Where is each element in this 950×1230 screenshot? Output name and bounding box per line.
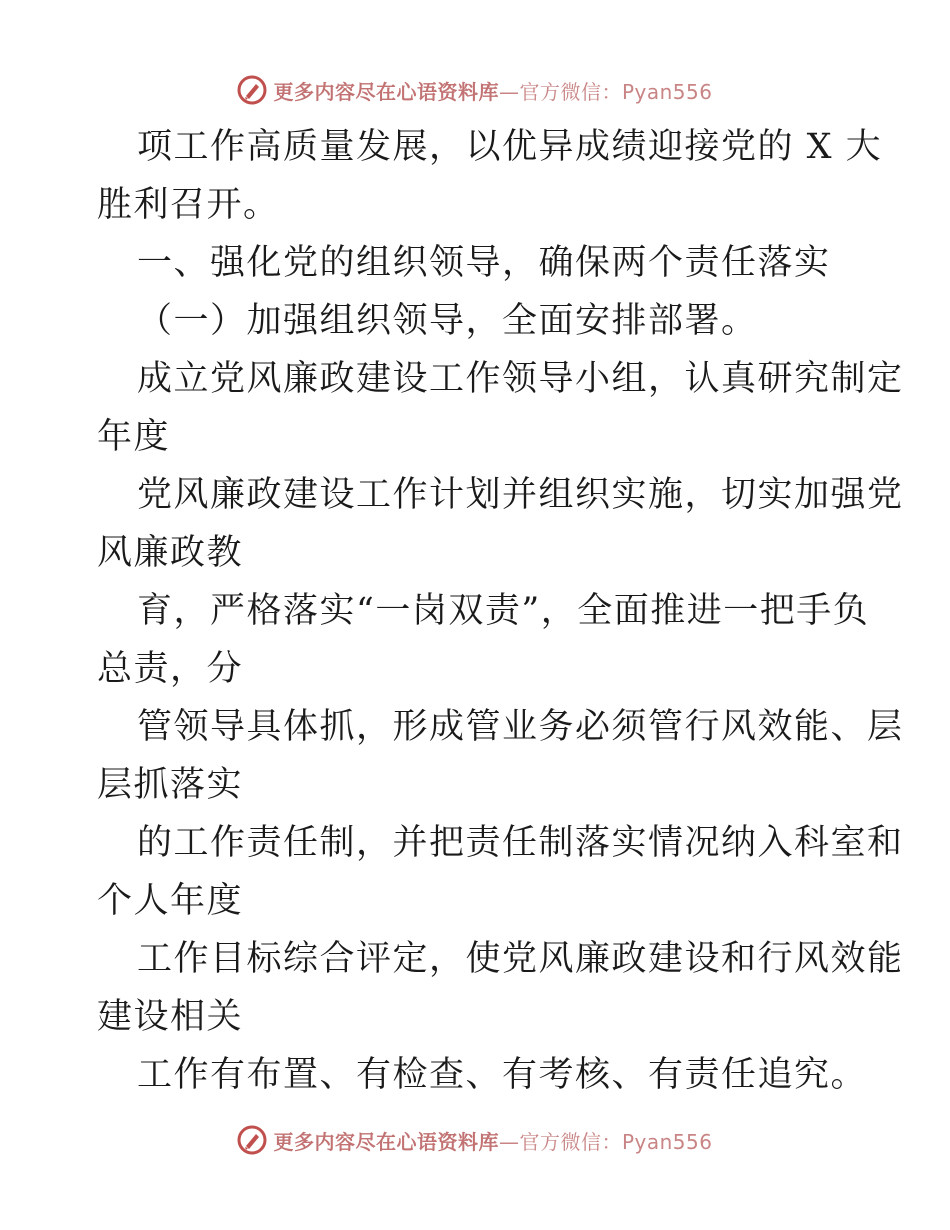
header-watermark <box>0 70 950 110</box>
paragraph-line: 成立党风廉政建设工作领导小组，认真研究制定 <box>137 359 904 399</box>
paragraph-line: 风廉政教 <box>97 533 244 573</box>
watermark-text: 更多内容尽在心语资料库—官方微信：Pyan556 <box>273 1129 713 1154</box>
section-heading: 一、强化党的组织领导，确保两个责任落实 <box>137 243 831 283</box>
paragraph-line: 工作目标综合评定，使党风廉政建设和行风效能 <box>137 939 904 979</box>
paragraph-line: 建设相关 <box>97 997 244 1037</box>
pen-logo-icon <box>237 1125 267 1155</box>
paragraph-line: 个人年度 <box>97 881 244 921</box>
paragraph-line: 项工作高质量发展，以优异成绩迎接党的 X 大 <box>137 127 883 167</box>
pen-logo-icon <box>237 75 267 105</box>
paragraph-line: 总责，分 <box>97 649 244 689</box>
paragraph-line: 胜利召开。 <box>97 185 280 225</box>
paragraph-line: 党风廉政建设工作计划并组织实施，切实加强党 <box>137 475 904 515</box>
paragraph-line: 的工作责任制，并把责任制落实情况纳入科室和 <box>137 823 904 863</box>
paragraph-line: 层抓落实 <box>97 765 244 805</box>
paragraph-line: 育，严格落实“一岗双责”，全面推进一把手负 <box>137 591 870 631</box>
watermark-text: 更多内容尽在心语资料库—官方微信：Pyan556 <box>273 79 713 104</box>
document-body <box>97 118 904 1104</box>
subsection-heading: （一）加强组织领导，全面安排部署。 <box>137 301 758 341</box>
footer-watermark <box>0 1120 950 1160</box>
paragraph-line: 年度 <box>97 417 171 457</box>
paragraph-line: 工作有布置、有检查、有考核、有责任追究。 <box>137 1055 868 1095</box>
paragraph-line: 管领导具体抓，形成管业务必须管行风效能、层 <box>137 707 904 747</box>
